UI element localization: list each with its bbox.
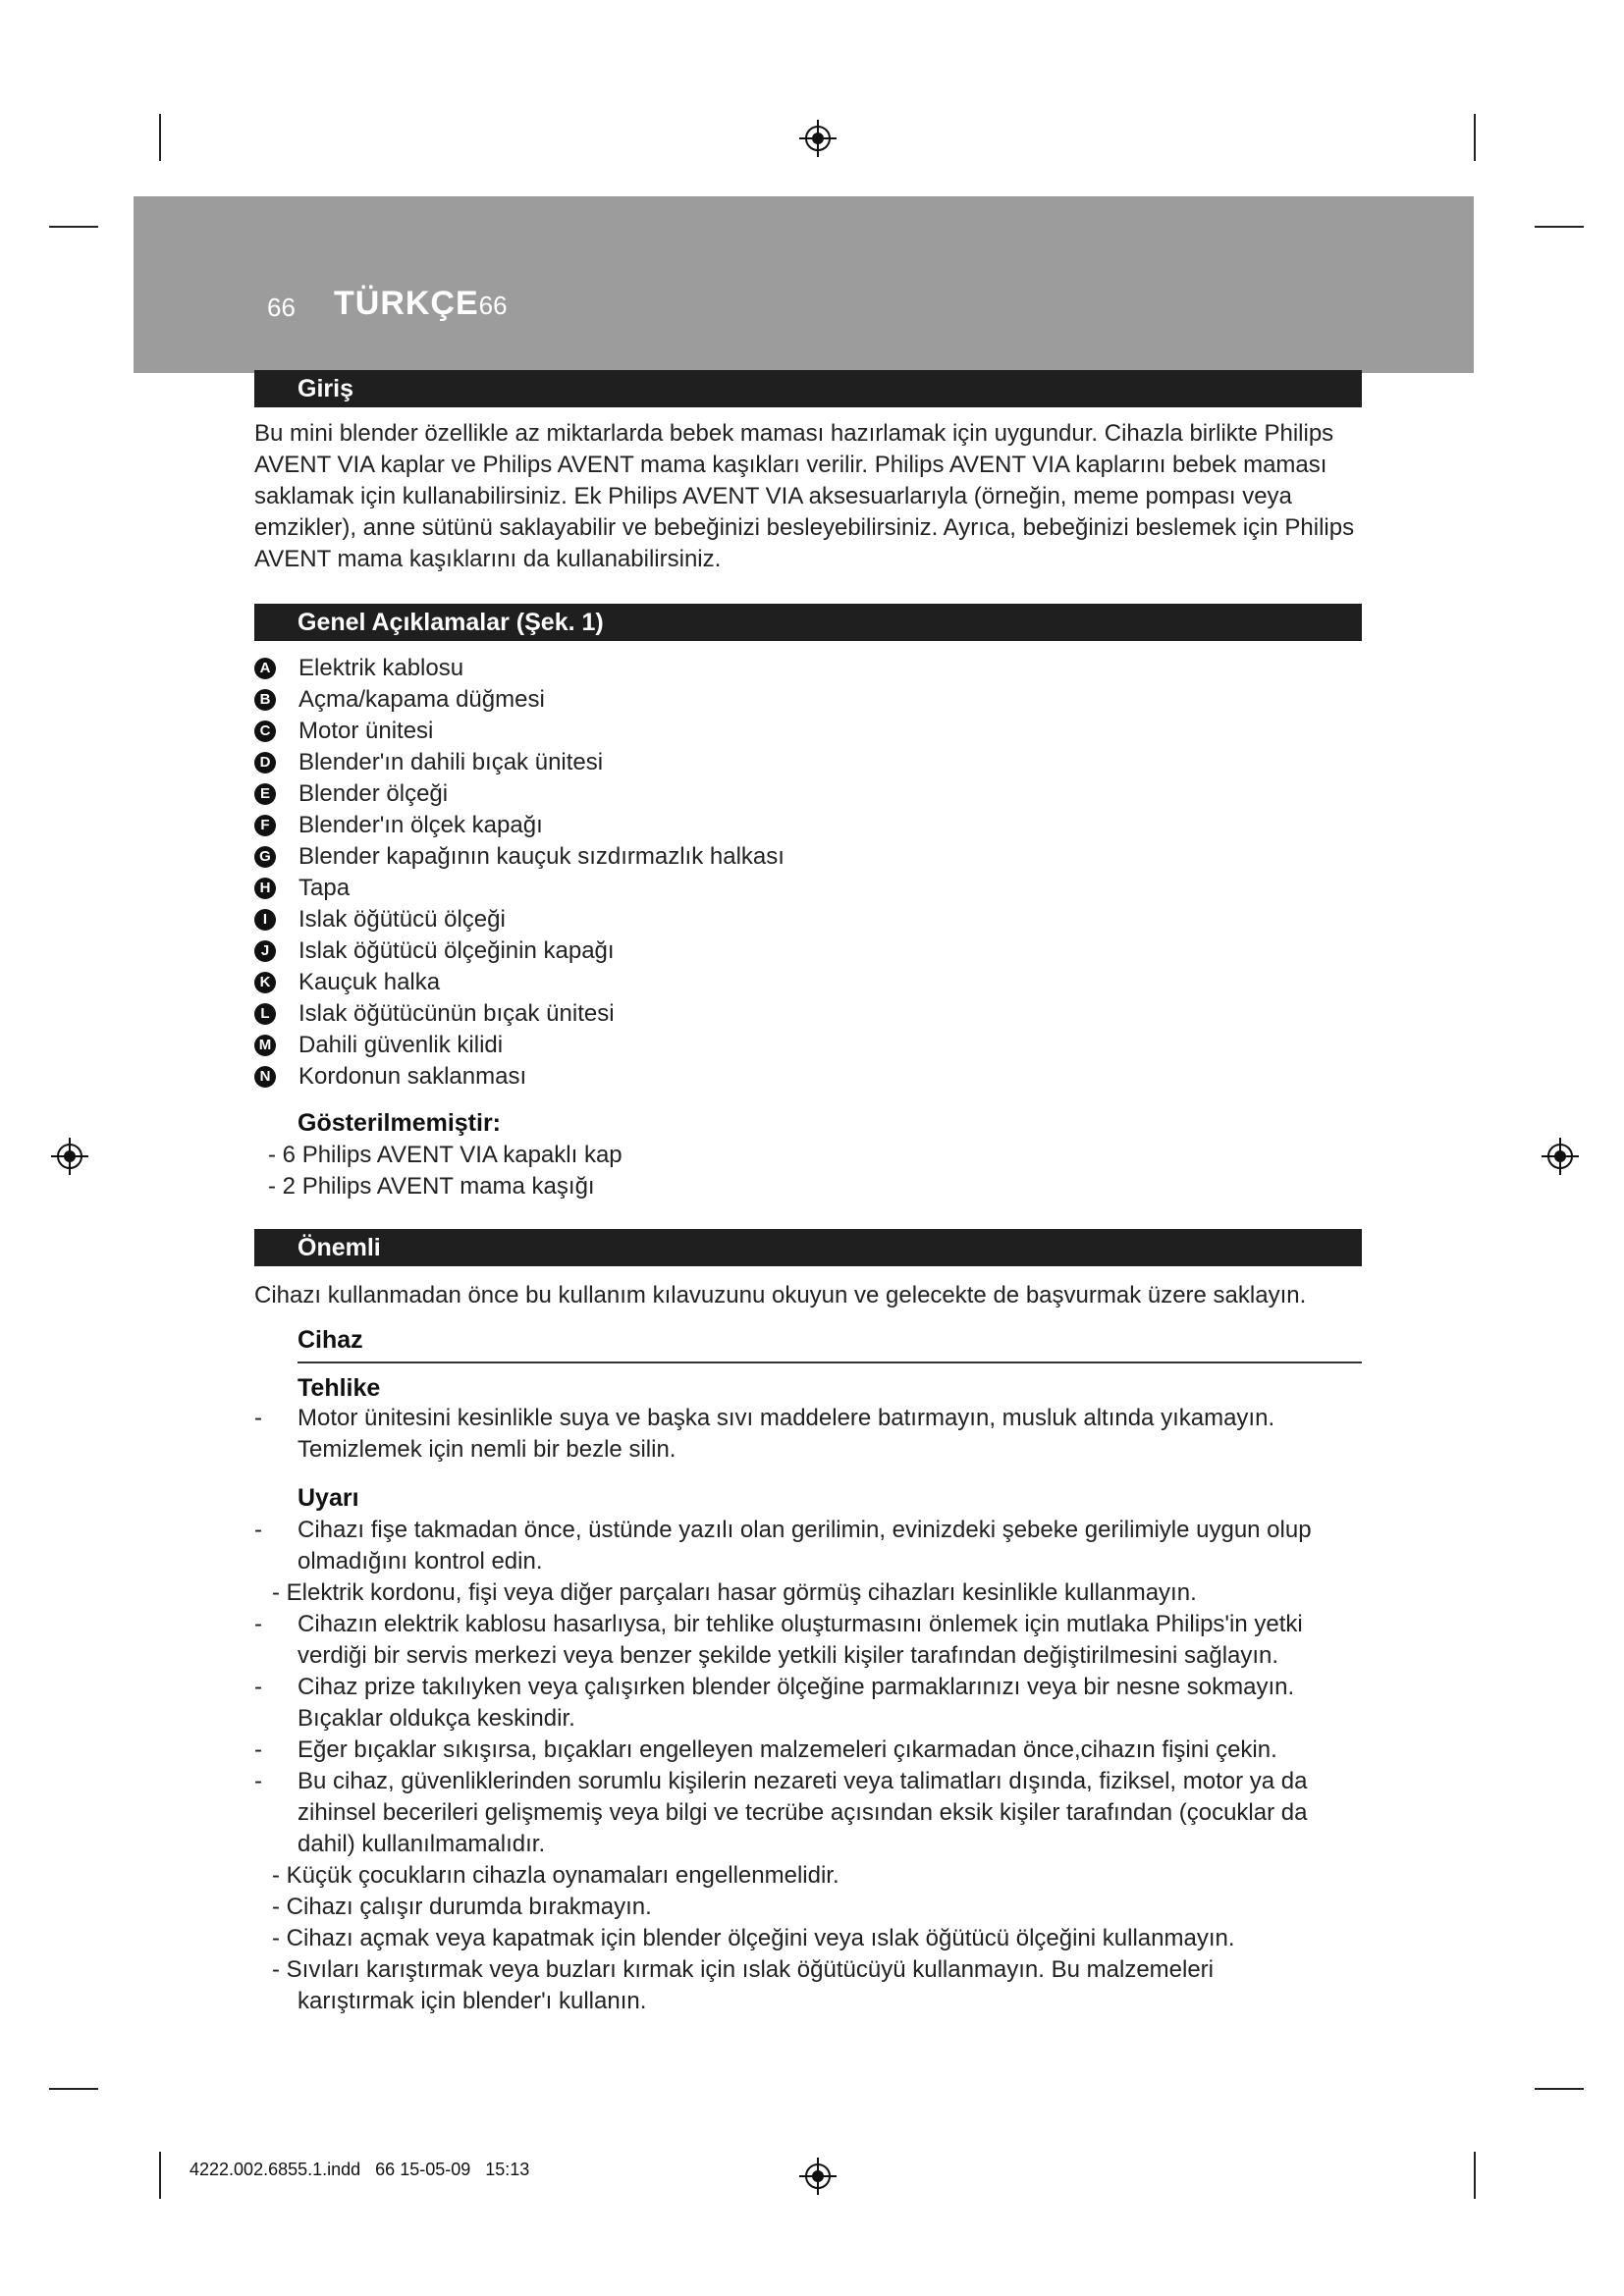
list-item [254, 935, 785, 967]
letter-a-icon: A [254, 658, 276, 679]
crop-mark-right-top [1535, 226, 1584, 228]
letter-h-icon: H [254, 878, 276, 899]
letter-m-icon: M [254, 1035, 276, 1056]
part-label: Blender'ın ölçek kapağı [298, 812, 543, 838]
list-item [254, 1030, 785, 1061]
device-heading-rule [298, 1362, 1362, 1363]
letter-d-icon: D [254, 752, 276, 774]
section-heading-intro: Giriş [254, 370, 1362, 407]
intro-paragraph: Bu mini blender özellikle az miktarlarda bebek maması hazırlamak için uygundur. Cihazla birlikte Philips AVENT VIA kaplar ve Philips AVENT mama kaşıkları verilir. Philips AVENT VIA kaplarını bebek maması saklamak için kullanabilirsiniz. Ek Philips AVENT VIA aksesuarlarıyla (örneğin, meme pompası veya emzikler), anne sütünü saklayabilir ve bebeğinizi besleyebilirsiniz. Ayrıca, bebeğinizi beslemek için Philips AVENT mama kaşıklarını da kullanabilirsiniz. [254, 420, 1355, 572]
crop-mark-right-bottom [1535, 2088, 1584, 2090]
list-item [254, 904, 785, 935]
part-label: Kauçuk halka [298, 969, 441, 995]
registration-mark-icon [49, 1136, 90, 1177]
not-shown-heading: Gösterilmemiştir: [298, 1109, 502, 1137]
list-item [254, 1577, 1364, 1609]
not-shown-item: 2 Philips AVENT mama kaşığı [282, 1173, 595, 1200]
letter-c-icon: C [254, 721, 276, 742]
list-item: - Bu cihaz, güvenliklerinden sorumlu kişilerin nezareti veya talimatları dışında, fiziksel, motor ya da zihinsel becerileri gelişmemiş veya bilgi ve tecrübe açısından eksik kişiler tarafından (çocuklar da dahil) kullanılmamalıdır. [254, 1766, 1364, 1860]
language-title [334, 285, 508, 323]
list-item [254, 1954, 1364, 2017]
list-item: - Cihazı fişe takmadan önce, üstünde yazılı olan gerilimin, evinizdeki şebeke gerilimiyle uygun olup olmadığını kontrol edin. [254, 1515, 1364, 1577]
warning-heading: Uyarı [298, 1484, 359, 1512]
list-item: - Motor ünitesini kesinlikle suya ve başka sıvı maddelere batırmayın, musluk altında yıkamayın. Temizlemek için nemli bir bezle silin. [254, 1403, 1364, 1466]
part-label: Blender ölçeği [298, 780, 449, 807]
language-title-text: TÜRKÇE [334, 285, 479, 322]
crop-mark-top-left [159, 114, 161, 161]
part-label: Elektrik kablosu [298, 655, 464, 681]
letter-l-icon: L [254, 1003, 276, 1025]
warning-item-text: Elektrik kordonu, fişi veya diğer parçaları hasar görmüş cihazları kesinlikle kullanmayın. [286, 1579, 1197, 1606]
part-label: Kordonun saklanması [298, 1063, 527, 1090]
letter-i-icon: I [254, 909, 276, 931]
list-item: - Eğer bıçaklar sıkışırsa, bıçakları engelleyen malzemeleri çıkarmadan önce,cihazın fişini çekin. [254, 1735, 1364, 1766]
warning-item-text: Küçük çocukların cihazla oynamaları engellenmelidir. [286, 1862, 839, 1889]
list-item [254, 1892, 1364, 1923]
crop-mark-left-top [49, 226, 98, 228]
list-item: - 2 Philips AVENT mama kaşığı [268, 1173, 595, 1200]
list-item [254, 1923, 1364, 1954]
not-shown-list [268, 1140, 623, 1202]
part-label: Islak öğütücü ölçeğinin kapağı [298, 937, 615, 964]
part-label: Dahili güvenlik kilidi [298, 1032, 504, 1058]
list-item [254, 778, 785, 810]
warning-item-text: Sıvıları karıştırmak veya buzları kırmak için ıslak öğütücüyü kullanmayın. Bu malzemeleri [286, 1956, 1215, 1983]
part-label: Motor ünitesi [298, 718, 434, 744]
section-heading-general-description: Genel Açıklamalar (Şek. 1) [254, 604, 1362, 641]
crop-mark-top-right [1474, 114, 1476, 161]
list-item [254, 873, 785, 904]
device-heading: Cihaz [298, 1326, 363, 1354]
list-item [254, 810, 785, 841]
letter-j-icon: J [254, 940, 276, 962]
not-shown-item: 6 Philips AVENT VIA kapaklı kap [282, 1142, 623, 1168]
part-label: Islak öğütücünün bıçak ünitesi [298, 1000, 615, 1027]
list-item [254, 653, 785, 684]
part-label: Açma/kapama düğmesi [298, 686, 545, 713]
danger-heading: Tehlike [298, 1374, 381, 1402]
letter-b-icon: B [254, 689, 276, 711]
part-label: Blender kapağının kauçuk sızdırmazlık halkası [298, 843, 785, 870]
warning-item-text: Cihazı açmak veya kapatmak için blender ölçeğini veya ıslak öğütücü ölçeğini kullanmayın. [286, 1925, 1235, 1951]
crop-mark-left-bottom [49, 2088, 98, 2090]
danger-list [254, 1403, 1364, 1466]
letter-g-icon: G [254, 846, 276, 868]
registration-mark-icon [797, 118, 839, 159]
warning-item-continuation: karıştırmak için blender'ı kullanın. [298, 1988, 647, 2014]
section-heading-important: Önemli [254, 1229, 1362, 1266]
language-title-suffix: 66 [478, 291, 508, 320]
letter-e-icon: E [254, 783, 276, 805]
part-label: Islak öğütücü ölçeği [298, 906, 506, 933]
page-number: 66 [267, 293, 296, 322]
list-item [254, 1860, 1364, 1892]
list-item: - Cihazın elektrik kablosu hasarlıysa, bir tehlike oluşturmasını önlemek için mutlaka Philips'in yetki verdiği bir servis merkezi veya benzer şekilde yetkili kişiler tarafından değiştirilmesini sağlayın. [254, 1609, 1364, 1672]
warning-list [254, 1515, 1364, 2017]
list-item [254, 747, 785, 778]
footer-file-info: 4222.002.6855.1.indd 66 15-05-09 15:13 [189, 2160, 530, 2179]
important-paragraph: Cihazı kullanmadan önce bu kullanım kılavuzunu okuyun ve gelecekte de başvurmak üzere saklayın. [254, 1282, 1307, 1308]
warning-item-text: Cihazı çalışır durumda bırakmayın. [286, 1894, 652, 1920]
letter-k-icon: K [254, 972, 276, 993]
list-item [254, 684, 785, 716]
list-item [254, 716, 785, 747]
list-item [254, 967, 785, 998]
list-item: - Cihaz prize takılıyken veya çalışırken blender ölçeğine parmaklarınızı veya bir nesne sokmayın. Bıçaklar oldukça keskindir. [254, 1672, 1364, 1735]
list-item: - 6 Philips AVENT VIA kapaklı kap [268, 1142, 623, 1168]
crop-mark-bottom-right [1474, 2152, 1476, 2199]
crop-mark-bottom-left [159, 2152, 161, 2199]
part-label: Blender'ın dahili bıçak ünitesi [298, 749, 604, 775]
list-item [254, 1061, 785, 1093]
list-item [254, 841, 785, 873]
parts-list [254, 653, 785, 1093]
letter-n-icon: N [254, 1066, 276, 1088]
list-item [254, 998, 785, 1030]
registration-mark-icon [1540, 1136, 1581, 1177]
part-label: Tapa [298, 875, 351, 901]
letter-f-icon: F [254, 815, 276, 836]
registration-mark-icon [797, 2156, 839, 2197]
